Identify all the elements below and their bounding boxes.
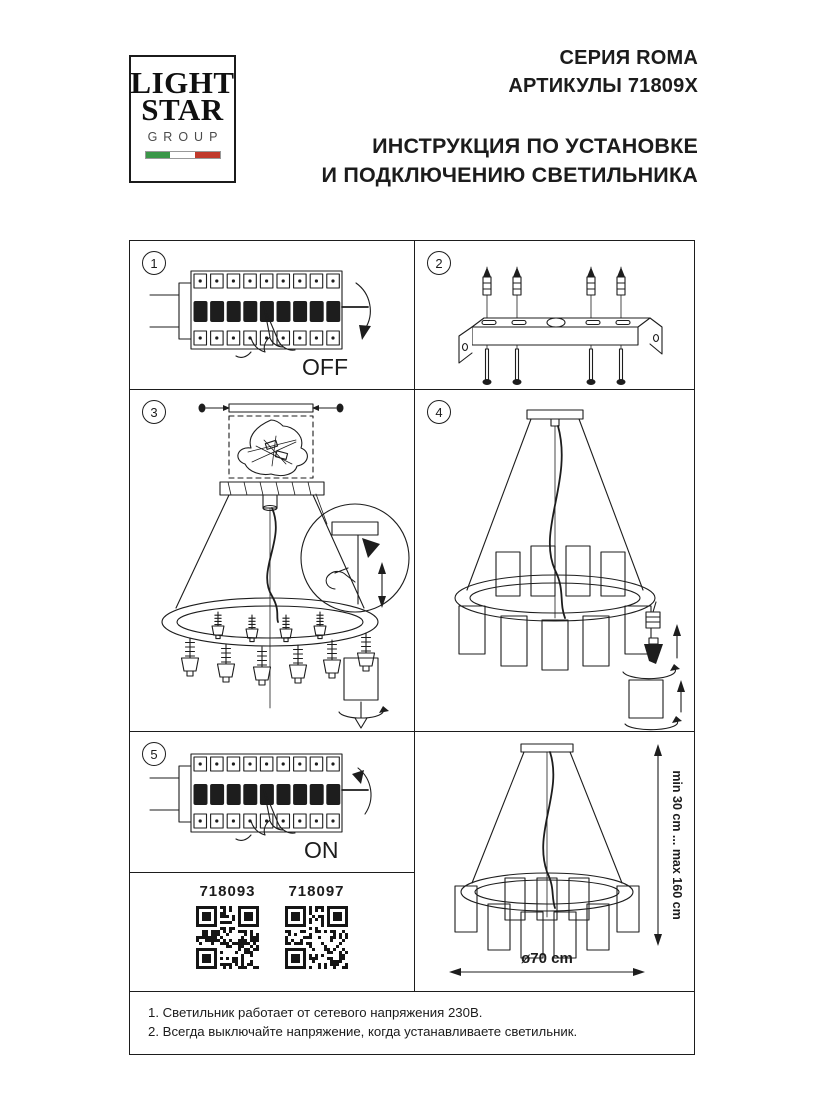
on-label: ON [304,837,339,863]
footnote-1: 1. Светильник работает от сетевого напряжения 230В. [148,1005,483,1020]
wire-bundle [238,420,308,476]
instruction-grid [129,240,695,1055]
switch-down-arrow-icon [356,283,371,340]
italian-flag-icon [145,151,221,159]
cable-adjuster-detail [301,504,409,612]
front-sockets [182,633,375,685]
diameter-dimension-arrow [449,968,645,976]
shade-up-arrow-icon [677,680,685,712]
side-screw-left [199,404,231,413]
logo-word-light: LIGHT [130,65,235,100]
height-dimension-arrow [654,744,662,946]
panel-step-5-power-on [130,732,415,873]
page-title-line2: И ПОДКЛЮЧЕНИЮ СВЕТИЛЬНИКА [321,163,698,187]
lightstar-logo [129,55,236,183]
article-number: 718093 [199,883,256,900]
step-number-badge: 2 [427,251,451,275]
power-cord [550,426,565,618]
chandelier-shade-install-drawing [415,390,694,731]
step-number-badge: 3 [142,400,166,424]
qr-right [285,883,348,969]
panel-step-1-power-off [130,241,415,390]
bracket-bar [459,318,662,363]
panel-step-4-shades [415,390,694,732]
ribbed-shade [629,680,663,718]
panel-step-2-bracket [415,241,694,390]
qr-code-icon [285,906,348,969]
circuit-breaker-on-drawing [130,732,414,872]
back-sockets [212,612,326,642]
side-screw-right [312,404,344,413]
page-title-line1: ИНСТРУКЦИЯ ПО УСТАНОВКЕ [372,134,698,158]
cable-gripper-icon [362,538,380,558]
switch-up-arrow-icon [352,768,371,814]
circuit-breaker-off-drawing [130,241,414,389]
footnote-2: 2. Всегда выключайте напряжение, когда устанавливаете светильник. [148,1024,578,1039]
panel-step-3-assembly [130,390,415,732]
panel-dimensions [415,732,694,992]
logo-word-group: GROUP [147,130,224,144]
step-number-badge: 4 [427,400,451,424]
off-label: OFF [302,354,348,380]
header-titles [322,44,698,190]
diameter-dimension-label: ø70 cm [521,950,573,967]
article-number: 718097 [288,883,345,900]
logo-word-star: STAR [141,92,224,127]
rotate-down-arrow-icon [339,702,389,728]
qr-code-icon [196,906,259,969]
screws [483,349,626,385]
bulb-rotate-arrow-icon [623,664,680,679]
step-number-badge: 5 [142,742,166,766]
height-dimension-label: min 30 cm ... max 160 cm [670,770,684,920]
breaker-modules [194,757,341,828]
series-title: СЕРИЯ ROMA [559,47,698,69]
chandelier-dimensions-drawing [415,732,694,991]
power-cord [267,508,278,622]
chandelier-assembly-drawing [130,390,414,731]
hand-icon [326,568,355,589]
power-cord [543,752,555,908]
bulb-up-arrow-icon [673,624,681,658]
wall-anchors [483,267,625,295]
panel-qr-codes [130,873,415,992]
breaker-modules [194,274,341,345]
qr-left [196,883,259,969]
up-down-arrow-icon [378,562,386,608]
step-number-badge: 1 [142,251,166,275]
footnotes [130,992,694,1054]
articles-title: АРТИКУЛЫ 71809X [508,75,698,97]
page-title [322,132,698,190]
bulb-icon [644,638,663,664]
mounting-bracket-drawing [415,241,694,389]
